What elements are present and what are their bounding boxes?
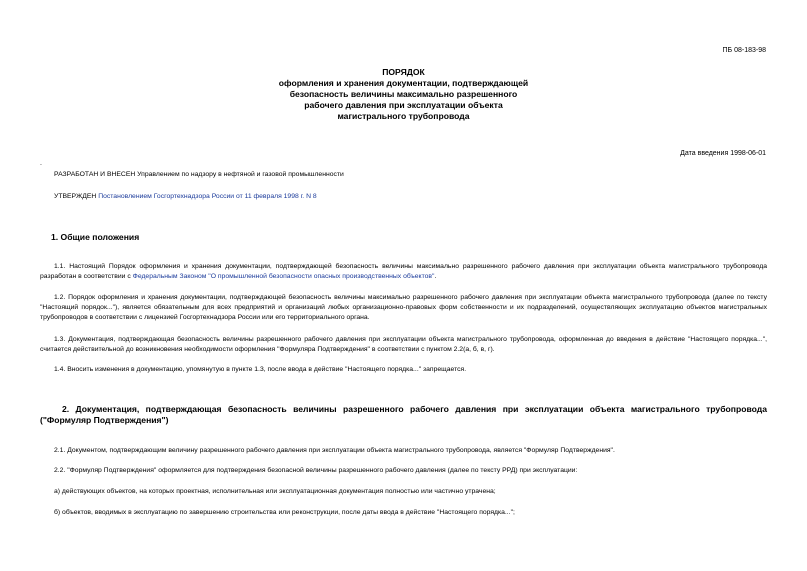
paragraph-2-2-b: б) объектов, вводимых в эксплуатацию по завершению строительства или реконструкции, после даты ввода в действие "Настоящего порядка..."; xyxy=(54,509,515,516)
title-line: оформления и хранения документации, подтверждающей xyxy=(278,78,529,88)
title-line: магистрального трубопровода xyxy=(337,111,470,121)
approval-decree-link[interactable]: Постановлением Госгортехнадзора России от 11 февраля 1998 г. N 8 xyxy=(98,193,317,200)
paragraph-2-2-a: а) действующих объектов, на которых проектная, исполнительная или эксплуатационная документация полностью или частично утрачена; xyxy=(54,488,496,495)
bullet-dot: . xyxy=(40,160,42,167)
title-line: безопасность величины максимально разрешенного xyxy=(289,89,518,99)
title-line: ПОРЯДОК xyxy=(382,67,425,77)
federal-law-link[interactable]: Федеральным Законом "О промышленной безопасности опасных производственных объектов" xyxy=(132,273,435,280)
document-code: ПБ 08-183-98 xyxy=(722,47,766,54)
section-1-heading: 1. Общие положения xyxy=(51,232,140,242)
paragraph-2-1: 2.1. Документом, подтверждающим величину разрешенного рабочего давления при эксплуатации объекта магистрального трубопровода, является "Формуляр Подтверждения". xyxy=(54,447,615,454)
approved-prefix: УТВЕРЖДЕН xyxy=(54,193,99,200)
effective-date: Дата введения 1998-06-01 xyxy=(680,150,766,157)
paragraph-1-1: 1.1. Настоящий Порядок оформления и хранения документации, подтверждающей безопасность величины максимально разрешенного рабочего давления при эксплуатации объекта магистрального трубопровода разработан в соответствии с Федеральным Законом "О промышленной безопасности опасных производственных объектов". xyxy=(40,263,767,280)
document-title xyxy=(0,67,807,122)
paragraph-1-3: 1.3. Документация, подтверждающая безопасность величины разрешенного рабочего давления при эксплуатации объекта магистрального трубопровода, оформленная до введения в действие "Настоящего порядка...", считается действительной до возникновения необходимости оформления "Формуляра Подтверждения" в соответствии с пунктом 2.2(а, б, в, г). xyxy=(40,336,767,353)
paragraph-2-2: 2.2. "Формуляр Подтверждения" оформляется для подтверждения безопасной величины разрешенного рабочего давления (далее по тексту РРД) при эксплуатации: xyxy=(54,467,578,474)
section-2-heading: 2. Документация, подтверждающая безопасность величины разрешенного рабочего давления при эксплуатации объекта магистрального трубопровода ("Формуляр Подтверждения") xyxy=(40,404,767,425)
title-line: рабочего давления при эксплуатации объекта xyxy=(304,100,503,110)
developed-by: РАЗРАБОТАН И ВНЕСЕН Управлением по надзору в нефтяной и газовой промышленности xyxy=(54,171,344,178)
paragraph-1-2: 1.2. Порядок оформления и хранения документации, подтверждающей безопасность величины максимально разрешенного рабочего давления при эксплуатации объекта магистрального трубопровода (далее по тексту "Настоящий порядок..."), является обязательным для всех предприятий и организаций любых организационно-правовых форм собственности и их подразделений, осуществляющих эксплуатацию объектов магистральных трубопроводов в соответствии с лицензией Госгортехнадзора России или его территориального органа. xyxy=(40,294,767,321)
paragraph-1-4: 1.4. Вносить изменения в документацию, упомянутую в пункте 1.3, после ввода в действие "Настоящего порядка..." запрещается. xyxy=(54,366,467,373)
approved-by xyxy=(54,192,317,202)
